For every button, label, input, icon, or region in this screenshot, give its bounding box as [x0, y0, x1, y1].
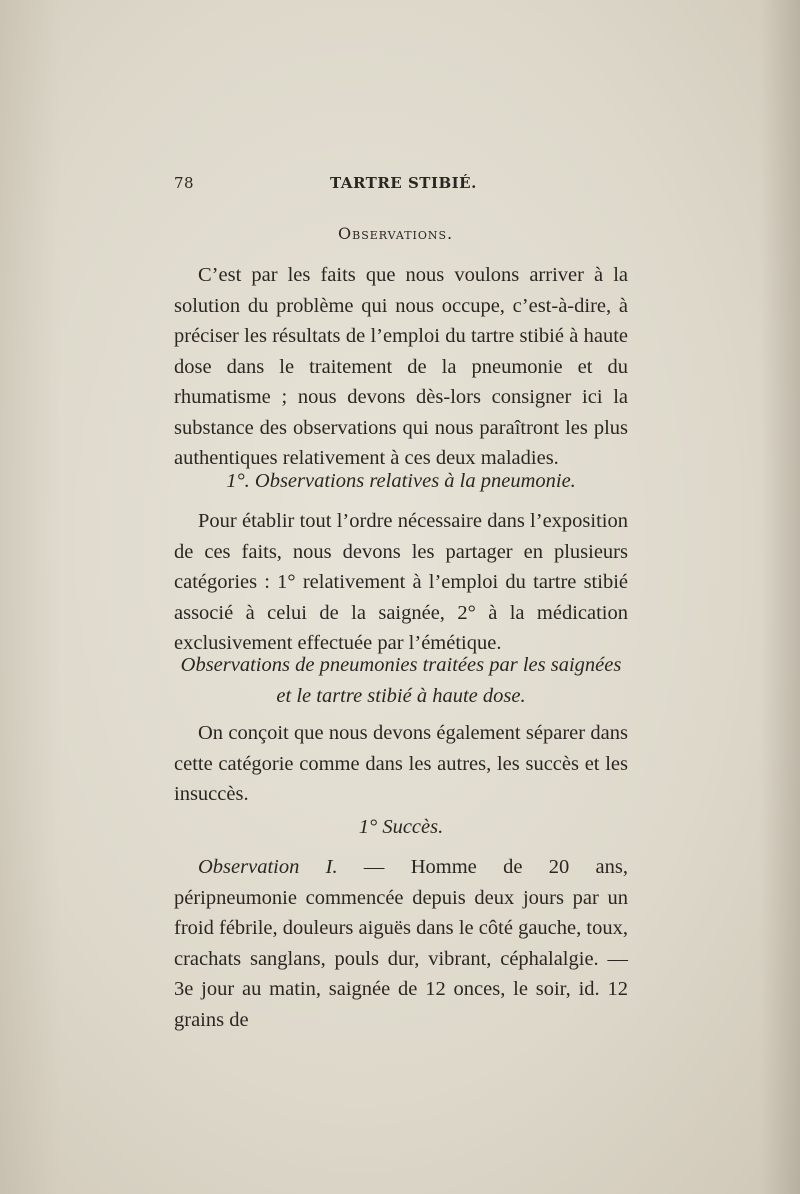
observation-label: Observation I.	[198, 856, 338, 878]
paragraph-1: C’est par les faits que nous voulons arriver à la solution du problème qui nous occupe, c’est-à-dire, à préciser les résultats de l’emploi du tartre stibié à haute dose dans le traitement de la pneumonie et du rhumatisme ; nous devons dès-lors consigner ici la substance des observations qui nous paraîtront les plus authentiques relativement à ces deux maladies.	[174, 264, 628, 469]
observation-text: — Homme de 20 ans, péripneumonie commencée depuis deux jours par un froid fébrile, douleurs aiguës dans le côté gauche, toux, crachats sanglans, pouls dur, vibrant, céphalalgie. — 3e jour au matin, saignée de 12 onces, le soir, id. 12 grains de	[174, 856, 628, 1031]
page-number: 78	[174, 174, 195, 192]
running-head	[174, 174, 634, 200]
section-title: Observations.	[338, 224, 454, 243]
page-shadow-right	[760, 0, 800, 1194]
subheading-succes: 1° Succès.	[358, 816, 444, 838]
paragraph-3: On conçoit que nous devons également séparer dans cette catégorie comme dans les autres, les succès et les insuccès.	[174, 722, 628, 805]
page-shadow-left	[0, 0, 60, 1194]
subheading-saignees	[174, 650, 628, 711]
paragraph-intro	[174, 260, 628, 474]
subheading-saignees-line-1: Observations de pneumonies traitées par les saignées	[180, 654, 622, 676]
paragraph-observation-1	[174, 852, 628, 1035]
paragraph-4	[174, 852, 628, 1035]
paragraph-2: Pour établir tout l’ordre nécessaire dans l’exposition de ces faits, nous devons les partager en plusieurs catégories : 1° relativement à l’emploi du tartre stibié associé à celui de la saignée, 2° à la médication exclusivement effectuée par l’émétique.	[174, 510, 628, 654]
subheading-saignees-line-2: et le tartre stibié à haute dose.	[276, 684, 526, 707]
paragraph-categories	[174, 506, 628, 659]
running-title: TARTRE STIBIÉ.	[330, 174, 477, 192]
subheading-pneumonie: 1°. Observations relatives à la pneumonie.	[226, 470, 576, 492]
paragraph-succes-insucces	[174, 718, 628, 810]
